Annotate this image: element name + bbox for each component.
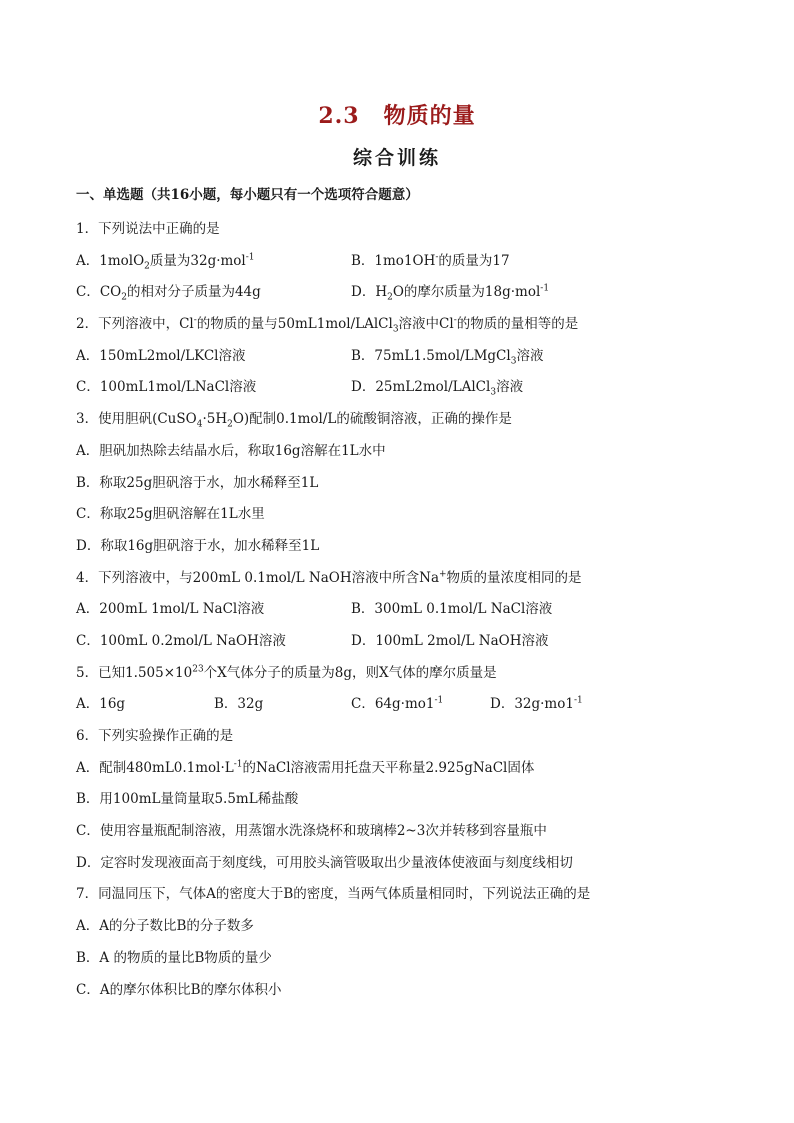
question-6-stem: 6．下列实验操作正确的是 — [76, 728, 234, 744]
question-list — [76, 214, 736, 1006]
question-2-stem: 2．下列溶液中，Cl-的物质的量与50mL1mol/LAlCl$_3$溶液中Cl-的物质的量相等的是 — [76, 315, 579, 335]
question-2-options-cd — [76, 372, 736, 404]
option: D．100mL 2mol/L NaOH溶液 — [351, 632, 549, 649]
question-1-options-cd — [76, 277, 736, 309]
question-1-options-ab — [76, 246, 736, 278]
option: B．75mL1.5mol/LMgCl$_3$溶液 — [351, 347, 544, 367]
question-3-option-a: A．胆矾加热除去结晶水后，称取16g溶解在1L水中 — [76, 442, 386, 459]
option: C．100mL 0.2mol/L NaOH溶液 — [76, 632, 286, 649]
option: C．$64g\cdot mo1^{-1}$ — [351, 695, 444, 713]
question-4-options-ab — [76, 594, 736, 626]
option: A．16g — [76, 696, 126, 713]
question-6-option-d: D．定容时发现液面高于刻度线，可用胶头滴管吸取出少量液体使液面与刻度线相切 — [76, 854, 573, 871]
question-7-option-a: A．A的分子数比B的分子数多 — [76, 918, 254, 935]
option: B．300mL 0.1mol/L NaCl溶液 — [351, 601, 553, 618]
question-3-option-c: C．称取25g胆矾溶解在1L水里 — [76, 506, 265, 523]
option: B．1mo1OH-的质量为17 — [351, 252, 510, 269]
page-title — [0, 103, 794, 129]
question-3-option-d: D．称取16g胆矾溶于水，加水稀释至1L — [76, 537, 320, 554]
question-1-stem: 1．下列说法中正确的是 — [76, 221, 220, 237]
section-heading: 一、单选题（共16小题，每小题只有一个选项符合题意） — [76, 187, 419, 203]
option: A．200mL 1mol/L NaCl溶液 — [76, 601, 265, 618]
question-6-option-c: C．使用容量瓶配制溶液，用蒸馏水洗涤烧杯和玻璃棒2~3次并转移到容量瓶中 — [76, 823, 547, 840]
question-7-stem: 7．同温同压下，气体A的密度大于B的密度，当两气体质量相同时，下列说法正确的是 — [76, 886, 591, 903]
title-text: 物质的量 — [383, 103, 476, 129]
option: C．$CO_2$的相对分子质量为44g — [76, 284, 261, 304]
question-6-option-b: B．用100mL量筒量取5.5mL稀盐酸 — [76, 791, 299, 808]
question-5-options — [76, 689, 736, 721]
option: B．32g — [214, 696, 264, 713]
question-7-option-c: C．A的摩尔体积比B的摩尔体积小 — [76, 981, 282, 998]
page-subtitle: 综合训练 — [352, 147, 441, 169]
option: A．1molO$_2$质量为32g·mol$^{-1}$ — [76, 252, 255, 272]
option: C．100mL1mol/LNaCl溶液 — [76, 379, 257, 396]
option: D．$32g\cdot mo1^{-1}$ — [490, 695, 583, 713]
title-number: 2.3 — [318, 103, 360, 129]
question-4-stem: 4．下列溶液中，与200mL 0.1mol/L NaOH溶液中所含Na+物质的量浓度相同的是 — [76, 569, 582, 586]
question-7-option-b: B．A 的物质的量比B物质的量少 — [76, 949, 272, 966]
option: D．25mL2mol/LAlCl$_3$溶液 — [351, 379, 524, 399]
option: A．150mL2mol/LKCl溶液 — [76, 347, 246, 364]
question-6-option-a: A．配制$480mL0.1mol\cdot L^{-1}$的NaCl溶液需用托盘天平称量2.925gNaCl固体 — [76, 759, 535, 776]
question-3-stem: 3．使用胆矾$(CuSO_4\cdot 5H_2O)$配制0.1mol/L的硫酸铜溶液，正确的操作是 — [76, 411, 512, 430]
question-4-options-cd — [76, 626, 736, 658]
question-5-stem: 5．已知$1.505\times 10^{23}$个X气体分子的质量为8g，则X气体的摩尔质量是 — [76, 664, 497, 681]
question-2-options-ab — [76, 341, 736, 373]
option: D．$H_2O$的摩尔质量为18g·mol$^{-1}$ — [351, 283, 550, 304]
question-3-option-b: B．称取25g胆矾溶于水，加水稀释至1L — [76, 474, 319, 491]
